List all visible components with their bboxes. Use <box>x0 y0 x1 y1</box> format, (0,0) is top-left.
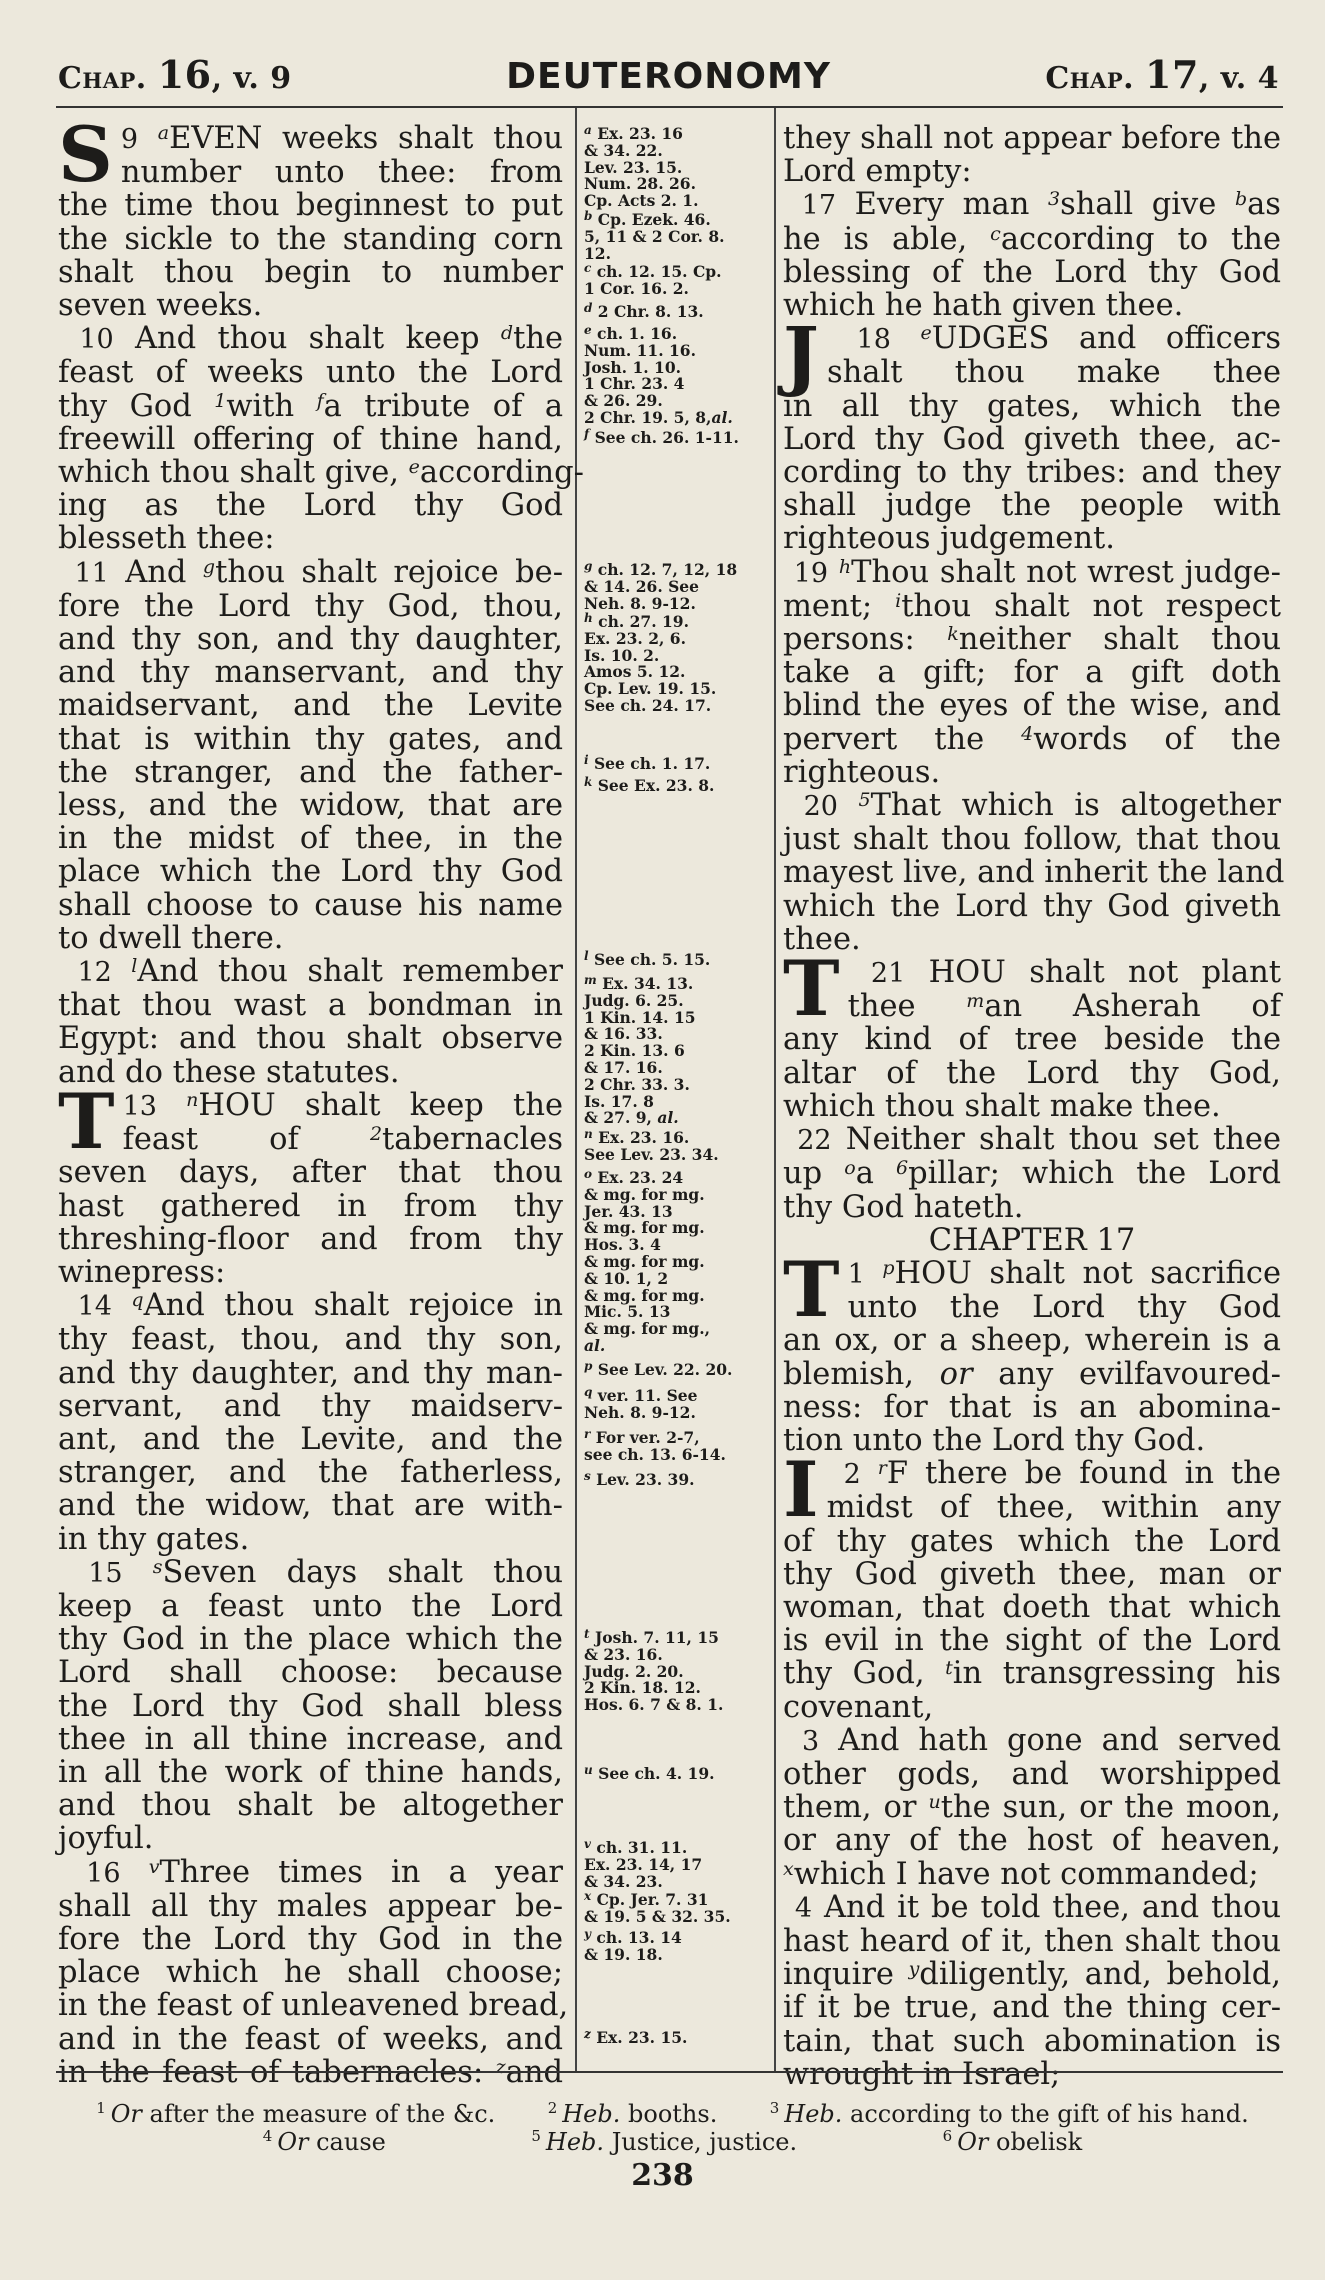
text-line: 10 And thou shalt keep $^d$the <box>79 321 564 357</box>
text-line: seven weeks. <box>58 288 263 324</box>
text-line: and in the feast of weeks, and <box>58 2021 563 2057</box>
text-line: thy God giveth thee, man or <box>783 1556 1281 1592</box>
text-line: other gods, and worshipped <box>783 1756 1281 1792</box>
text-line: which the Lord thy God giveth <box>783 888 1281 924</box>
text-line: threshing-floor and from thy <box>58 1221 563 1257</box>
text-line: 21 T HOU shalt not plant <box>783 944 1281 1034</box>
text-line: 4 And it be told thee, and thou <box>794 1889 1281 1925</box>
text-line: hast heard of it, then shalt thou <box>783 1923 1281 1959</box>
text-line: shall choose to cause his name <box>58 887 563 923</box>
text-line: thy God, $^t$in transgressing his <box>783 1656 1281 1692</box>
text-line: thy God hateth. <box>783 1189 1024 1225</box>
cross-reference: $^p$ See Lev. 22. 20. <box>584 1359 733 1379</box>
cross-reference: $^r$ For ver. 2-7, see ch. 13. 6-14. <box>584 1427 726 1464</box>
text-line: 22 Neither shalt thou set thee <box>797 1122 1282 1158</box>
footnote: $^4$ Or cause <box>262 2127 386 2156</box>
text-line: winepress: <box>58 1254 226 1290</box>
text-line: shall judge the people with <box>783 488 1281 524</box>
text-line: shalt thou begin to number <box>58 254 563 290</box>
text-line: persons: $^k$neither shalt thou <box>783 622 1281 658</box>
text-line: tain, that such abomination is <box>783 2023 1281 2059</box>
text-line: 20 $^5$That which is altogether <box>803 788 1281 824</box>
text-line: and do these statutes. <box>58 1054 400 1090</box>
text-line: in all thy gates, which the <box>783 388 1281 424</box>
text-line: pervert the $^4$words of the <box>783 721 1281 757</box>
left-text-column <box>58 110 584 2090</box>
text-line: of thy gates which the Lord <box>783 1523 1281 1559</box>
footnotes <box>70 2100 1275 2156</box>
cross-reference: $^b$ Cp. Ezek. 46. 5, 11 & 2 Cor. 8. 12. <box>584 209 725 263</box>
text-line: Lord thy God giveth thee, ac- <box>783 421 1281 457</box>
text-line: 9 $^a$ S EVEN weeks shalt thou <box>58 110 563 199</box>
text-line: fore the Lord thy God, thou, <box>58 588 563 624</box>
header-rule <box>56 106 1283 108</box>
footnote: $^5$ Heb. Justice, justice. <box>531 2127 798 2156</box>
text-line: blemish, or any evilfavoured- <box>783 1356 1281 1392</box>
text-line: in the midst of thee, in the <box>58 821 563 857</box>
text-line: Lord shall choose: because <box>58 1655 563 1691</box>
text-line: number unto thee: from <box>120 155 563 191</box>
right-text-column <box>783 121 1285 2092</box>
text-line: is evil in the sight of the Lord <box>783 1623 1281 1659</box>
cross-reference: $^m$ Ex. 34. 13. Judg. 6. 25. 1 Kin. 14. 15 & 16. 33. 2 Kin. 13. 6 & 17. 16. 2 Chr. 33. 3. Is. 17. 8 & 27. 9, al. <box>584 973 696 1128</box>
text-line: less, and the widow, that are <box>58 788 563 824</box>
text-line: that is within thy gates, and <box>58 721 563 757</box>
header-left: Chap. 16, v. 9 <box>58 52 292 97</box>
text-line: to dwell there. <box>58 920 284 956</box>
text-line: feast of weeks unto the Lord <box>58 355 563 391</box>
text-line: blesseth thee: <box>58 521 275 557</box>
text-line: in thy gates. <box>58 1521 250 1557</box>
text-line: freewill offering of thine hand, <box>58 421 563 457</box>
text-line: thee. <box>783 921 861 957</box>
text-line: inquire $^y$diligently, and, behold, <box>783 1957 1281 1993</box>
text-line: he is able, $^c$according to the <box>783 221 1282 257</box>
text-line: righteous. <box>783 754 941 790</box>
cross-reference: $^v$ ch. 31. 11. Ex. 23. 14, 17 & 34. 23. <box>584 1837 703 1891</box>
text-line: ment; $^i$thou shalt not respect <box>783 588 1281 624</box>
text-line: blessing of the Lord thy God <box>783 254 1281 290</box>
text-line: keep a feast unto the Lord <box>58 1588 563 1624</box>
cross-reference: $^h$ ch. 27. 19. Ex. 23. 2, 6. Is. 10. 2. Amos 5. 12. Cp. Lev. 19. 15. See ch. 24. 17. <box>584 611 717 715</box>
text-line: which thou shalt give, $^e$according- <box>58 455 584 491</box>
text-line: 2 $^r$ I F there be found in the <box>783 1445 1282 1535</box>
text-line: 16 $^v$Three times in a year <box>86 1854 563 1890</box>
text-line: Lord empty: <box>783 154 972 190</box>
text-line: $^x$which I have not commanded; <box>783 1856 1259 1892</box>
text-line: and thy manservant, and thy <box>58 655 563 691</box>
text-line: and thou shalt be altogether <box>58 1788 563 1824</box>
text-line: midst of thee, within any <box>826 1490 1281 1526</box>
text-line: any kind of tree beside the <box>783 1022 1281 1058</box>
header-book-title: DEUTERONOMY <box>506 56 831 97</box>
text-line: them, or $^u$the sun, or the moon, <box>783 1790 1281 1826</box>
text-line: the sickle to the standing corn <box>58 221 563 257</box>
text-line: blind the eyes of the wise, and <box>783 688 1281 724</box>
text-line: ing as the Lord thy God <box>58 488 563 524</box>
cross-reference: $^k$ See Ex. 23. 8. <box>584 775 715 795</box>
cross-reference: $^d$ 2 Chr. 8. 13. <box>584 301 704 321</box>
text-line: righteous judgement. <box>783 521 1115 557</box>
cross-reference: $^s$ Lev. 23. 39. <box>584 1469 695 1489</box>
text-line: mayest live, and inherit the land <box>783 855 1285 891</box>
column-rule-right <box>774 108 776 2071</box>
footnote: $^2$ Heb. booths. <box>547 2099 718 2128</box>
cross-reference: $^y$ ch. 13. 14 & 19. 18. <box>584 1927 682 1964</box>
text-line: 3 And hath gone and served <box>801 1722 1281 1758</box>
footnote: $^3$ Heb. according to the gift of his hand. <box>769 2099 1249 2128</box>
running-head <box>58 52 1279 102</box>
text-line: the time thou beginnest to put <box>58 188 563 224</box>
text-line: 18 $^e$ J UDGES and officers <box>783 310 1281 400</box>
text-line: 1 $^p$ T HOU shalt not sacrifice <box>783 1244 1281 1334</box>
page-number: 238 <box>631 2158 694 2193</box>
text-line: an ox, or a sheep, wherein is a <box>783 1323 1281 1359</box>
cross-reference: $^e$ ch. 1. 16. Num. 11. 16. Josh. 1. 10. 1 Chr. 23. 4 & 26. 29. 2 Chr. 19. 5, 8,al. <box>584 323 733 427</box>
text-line: the stranger, and the father- <box>58 754 563 790</box>
text-line: servant, and thy maidserv- <box>58 1388 563 1424</box>
cross-reference: $^c$ ch. 12. 15. Cp. 1 Cor. 16. 2. <box>584 261 722 298</box>
text-line: altar of the Lord thy God, <box>783 1055 1281 1091</box>
text-line: and the widow, that are with- <box>58 1488 563 1524</box>
text-line: fore the Lord thy God in the <box>58 1921 563 1957</box>
text-line: place which he shall choose; <box>58 1955 563 1991</box>
cross-reference: $^x$ Cp. Jer. 7. 31 & 19. 5 & 32. 35. <box>584 1889 731 1926</box>
text-line: thy God $^1$with $^f$a tribute of a <box>58 388 563 424</box>
text-line: feast of $^2$tabernacles <box>122 1122 563 1158</box>
text-line: ant, and the Levite, and the <box>58 1421 563 1457</box>
text-line: thee in all thine increase, and <box>58 1721 563 1757</box>
text-line: in the feast of unleavened bread, <box>58 1988 569 2024</box>
text-line: wrought in Israel; <box>783 2056 1061 2092</box>
text-line: which thou shalt make thee. <box>783 1088 1221 1124</box>
text-line: tion unto the Lord thy God. <box>783 1422 1206 1458</box>
text-line: and thy daughter, and thy man- <box>58 1355 563 1391</box>
cross-reference: $^g$ ch. 12. 7, 12, 18 & 14. 26. See Neh. 8. 9-12. <box>584 559 738 613</box>
text-line: take a gift; for a gift doth <box>783 655 1281 691</box>
text-line: woman, that doeth that which <box>783 1589 1281 1625</box>
text-line: if it be true, and the thing cer- <box>783 1990 1281 2026</box>
text-line: and thy son, and thy daughter, <box>58 622 563 658</box>
footnote: $^1$ Or after the measure of the &c. <box>96 2099 496 2128</box>
text-line: or any of the host of heaven, <box>783 1823 1281 1859</box>
text-line: seven days, after that thou <box>58 1155 563 1191</box>
text-line: shalt thou make thee <box>826 355 1281 391</box>
text-line: joyful. <box>58 1821 154 1857</box>
text-line: 19 $^h$Thou shalt not wrest judge- <box>793 554 1281 590</box>
text-line: up $^o$a $^6$pillar; which the Lord <box>783 1156 1281 1192</box>
text-line: that thou wast a bondman in <box>58 988 563 1024</box>
cross-reference: $^l$ See ch. 5. 15. <box>584 949 711 969</box>
text-line: ness: for that is an abomina- <box>783 1389 1281 1425</box>
cross-reference: $^o$ Ex. 23. 24 & mg. for mg. Jer. 43. 13 & mg. for mg. Hos. 3. 4 & mg. for mg. & 10. 1, 2 & mg. for mg. Mic. 5. 13 & mg. for mg., al. <box>584 1167 711 1355</box>
text-line: 12 $^l$And thou shalt remember <box>77 954 564 990</box>
text-line: maidservant, and the Levite <box>58 688 563 724</box>
text-line: thee $^m$an Asherah of <box>847 989 1281 1025</box>
footnote-rule <box>56 2071 1283 2073</box>
cross-reference: $^i$ See ch. 1. 17. <box>584 753 711 773</box>
cross-reference: $^n$ Ex. 23. 16. See Lev. 23. 34. <box>584 1127 719 1164</box>
text-line: thy God in the place which the <box>58 1622 563 1658</box>
text-line: 14 $^q$And thou shalt rejoice in <box>77 1288 563 1324</box>
text-line: they shall not appear before the <box>783 121 1281 156</box>
cross-reference: $^f$ See ch. 26. 1-11. <box>584 427 739 447</box>
cross-reference: $^a$ Ex. 23. 16 & 34. 22. Lev. 23. 15. Num. 28. 26. Cp. Acts 2. 1. <box>584 123 699 211</box>
chapter-heading: CHAPTER 17 <box>928 1222 1136 1258</box>
text-line: just shalt thou follow, that thou <box>783 822 1281 858</box>
text-line: the Lord thy God shall bless <box>58 1688 563 1724</box>
column-rule-left <box>575 108 577 2071</box>
text-line: 17 Every man $^3$shall give $^b$as <box>801 187 1281 223</box>
cross-reference: $^u$ See ch. 4. 19. <box>584 1763 715 1783</box>
text-line: thy feast, thou, and thy son, <box>58 1322 563 1358</box>
text-line: unto the Lord thy God <box>847 1290 1281 1326</box>
text-line: cording to thy tribes: and they <box>783 455 1281 491</box>
text-line: place which the Lord thy God <box>58 854 563 890</box>
text-line: in all the work of thine hands, <box>58 1754 563 1790</box>
cross-reference: $^q$ ver. 11. See Neh. 8. 9-12. <box>584 1385 698 1422</box>
text-line: 15 $^s$Seven days shalt thou <box>88 1554 563 1590</box>
text-line: hast gathered in from thy <box>58 1188 563 1224</box>
text-line: 13 $^n$ T HOU shalt keep the <box>58 1076 564 1166</box>
cross-reference: $^t$ Josh. 7. 11, 15 & 23. 16. Judg. 2. 20. 2 Kin. 18. 12. Hos. 6. 7 & 8. 1. <box>584 1627 724 1715</box>
text-line: stranger, and the fatherless, <box>58 1455 563 1491</box>
text-line: which he hath given thee. <box>783 288 1184 324</box>
footnote: $^6$ Or obelisk <box>942 2127 1083 2156</box>
header-right: Chap. 17, v. 4 <box>1045 52 1279 97</box>
text-line: covenant, <box>783 1689 934 1725</box>
cross-reference: $^z$ Ex. 23. 15. <box>584 2027 688 2047</box>
text-line: in the feast of tabernacles: $^z$and <box>58 2054 563 2090</box>
text-line: 11 And $^g$thou shalt rejoice be- <box>74 554 563 590</box>
text-line: shall all thy males appear be- <box>58 1888 563 1924</box>
text-line: Egypt: and thou shalt observe <box>58 1021 563 1057</box>
